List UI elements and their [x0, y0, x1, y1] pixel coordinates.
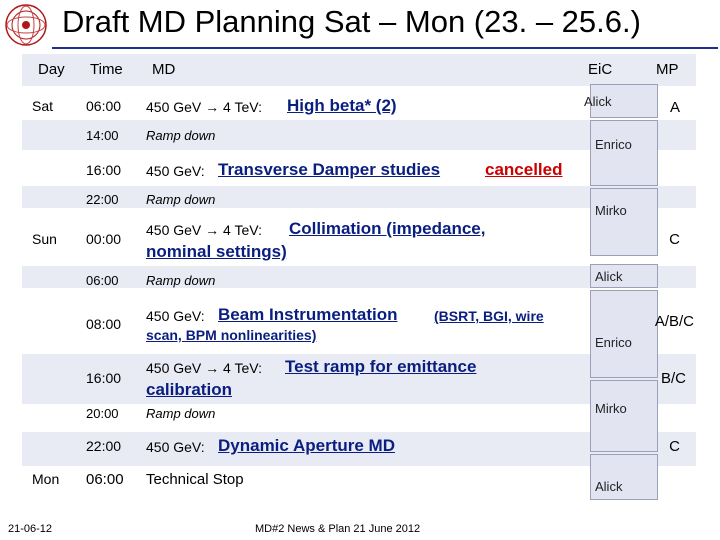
mp-value: A/B/C: [654, 313, 694, 330]
md-title-continued: nominal settings): [146, 242, 287, 261]
eic-name: Enrico: [595, 137, 632, 152]
title-divider: [52, 47, 718, 49]
md-energy: 450 GeV → 4 TeV:: [146, 360, 262, 376]
header-day: Day: [38, 61, 65, 78]
time-cell: 22:00: [86, 192, 119, 207]
md-energy: 450 GeV → 4 TeV:: [146, 99, 262, 115]
ramp-down-label: Ramp down: [146, 192, 216, 207]
cern-logo-icon: [2, 2, 50, 48]
mp-value: C: [669, 231, 680, 248]
time-cell: 22:00: [86, 438, 122, 454]
ramp-down-label: Ramp down: [146, 273, 216, 288]
md-title: Dynamic Aperture MD: [218, 436, 395, 455]
cancelled-status: cancelled: [485, 160, 563, 179]
technical-stop-label: Technical Stop: [146, 471, 244, 488]
header-eic: EiC: [588, 61, 613, 78]
page-title: Draft MD Planning Sat – Mon (23. – 25.6.): [62, 4, 641, 39]
md-schedule-table: [22, 54, 720, 494]
md-title: High beta* (2): [287, 96, 397, 115]
time-cell: 06:00: [86, 98, 122, 114]
mp-value: A: [669, 99, 680, 116]
mp-value: B/C: [660, 370, 686, 387]
header-time: Time: [90, 61, 123, 78]
time-cell: 16:00: [86, 162, 122, 178]
time-cell: 06:00: [86, 471, 124, 488]
md-energy: 450 GeV:: [146, 163, 205, 179]
footer-date: 21-06-12: [8, 523, 53, 535]
time-cell: 16:00: [86, 370, 122, 386]
day-mon: Mon: [32, 471, 60, 487]
header-mp: MP: [656, 61, 679, 78]
ramp-down-label: Ramp down: [146, 406, 216, 421]
day-sat: Sat: [32, 98, 54, 114]
md-detail-continued: scan, BPM nonlinearities): [146, 327, 317, 343]
day-sun: Sun: [32, 231, 57, 247]
eic-name: Alick: [595, 269, 623, 284]
eic-name: Alick: [584, 94, 612, 109]
eic-box: [590, 120, 658, 186]
eic-name: Alick: [595, 479, 623, 494]
md-energy: 450 GeV → 4 TeV:: [146, 222, 262, 238]
time-cell: 06:00: [86, 273, 119, 288]
ramp-down-label: Ramp down: [146, 128, 216, 143]
eic-box: [590, 290, 658, 378]
md-title-continued: calibration: [146, 380, 232, 399]
md-title: Collimation (impedance,: [289, 219, 486, 238]
md-energy: 450 GeV:: [146, 439, 205, 455]
header-md: MD: [152, 61, 176, 78]
time-cell: 20:00: [86, 406, 119, 421]
md-title: Transverse Damper studies: [218, 160, 441, 179]
time-cell: 00:00: [86, 231, 122, 247]
time-cell: 08:00: [86, 316, 122, 332]
md-title: Test ramp for emittance: [285, 357, 477, 376]
mp-value: C: [669, 438, 680, 455]
md-energy: 450 GeV:: [146, 308, 205, 324]
footer-title: MD#2 News & Plan 21 June 2012: [255, 523, 421, 535]
md-title: Beam Instrumentation: [218, 305, 398, 324]
time-cell: 14:00: [86, 128, 119, 143]
eic-name: Mirko: [595, 203, 627, 218]
eic-name: Enrico: [595, 335, 632, 350]
md-detail: (BSRT, BGI, wire: [434, 308, 544, 324]
eic-name: Mirko: [595, 401, 627, 416]
